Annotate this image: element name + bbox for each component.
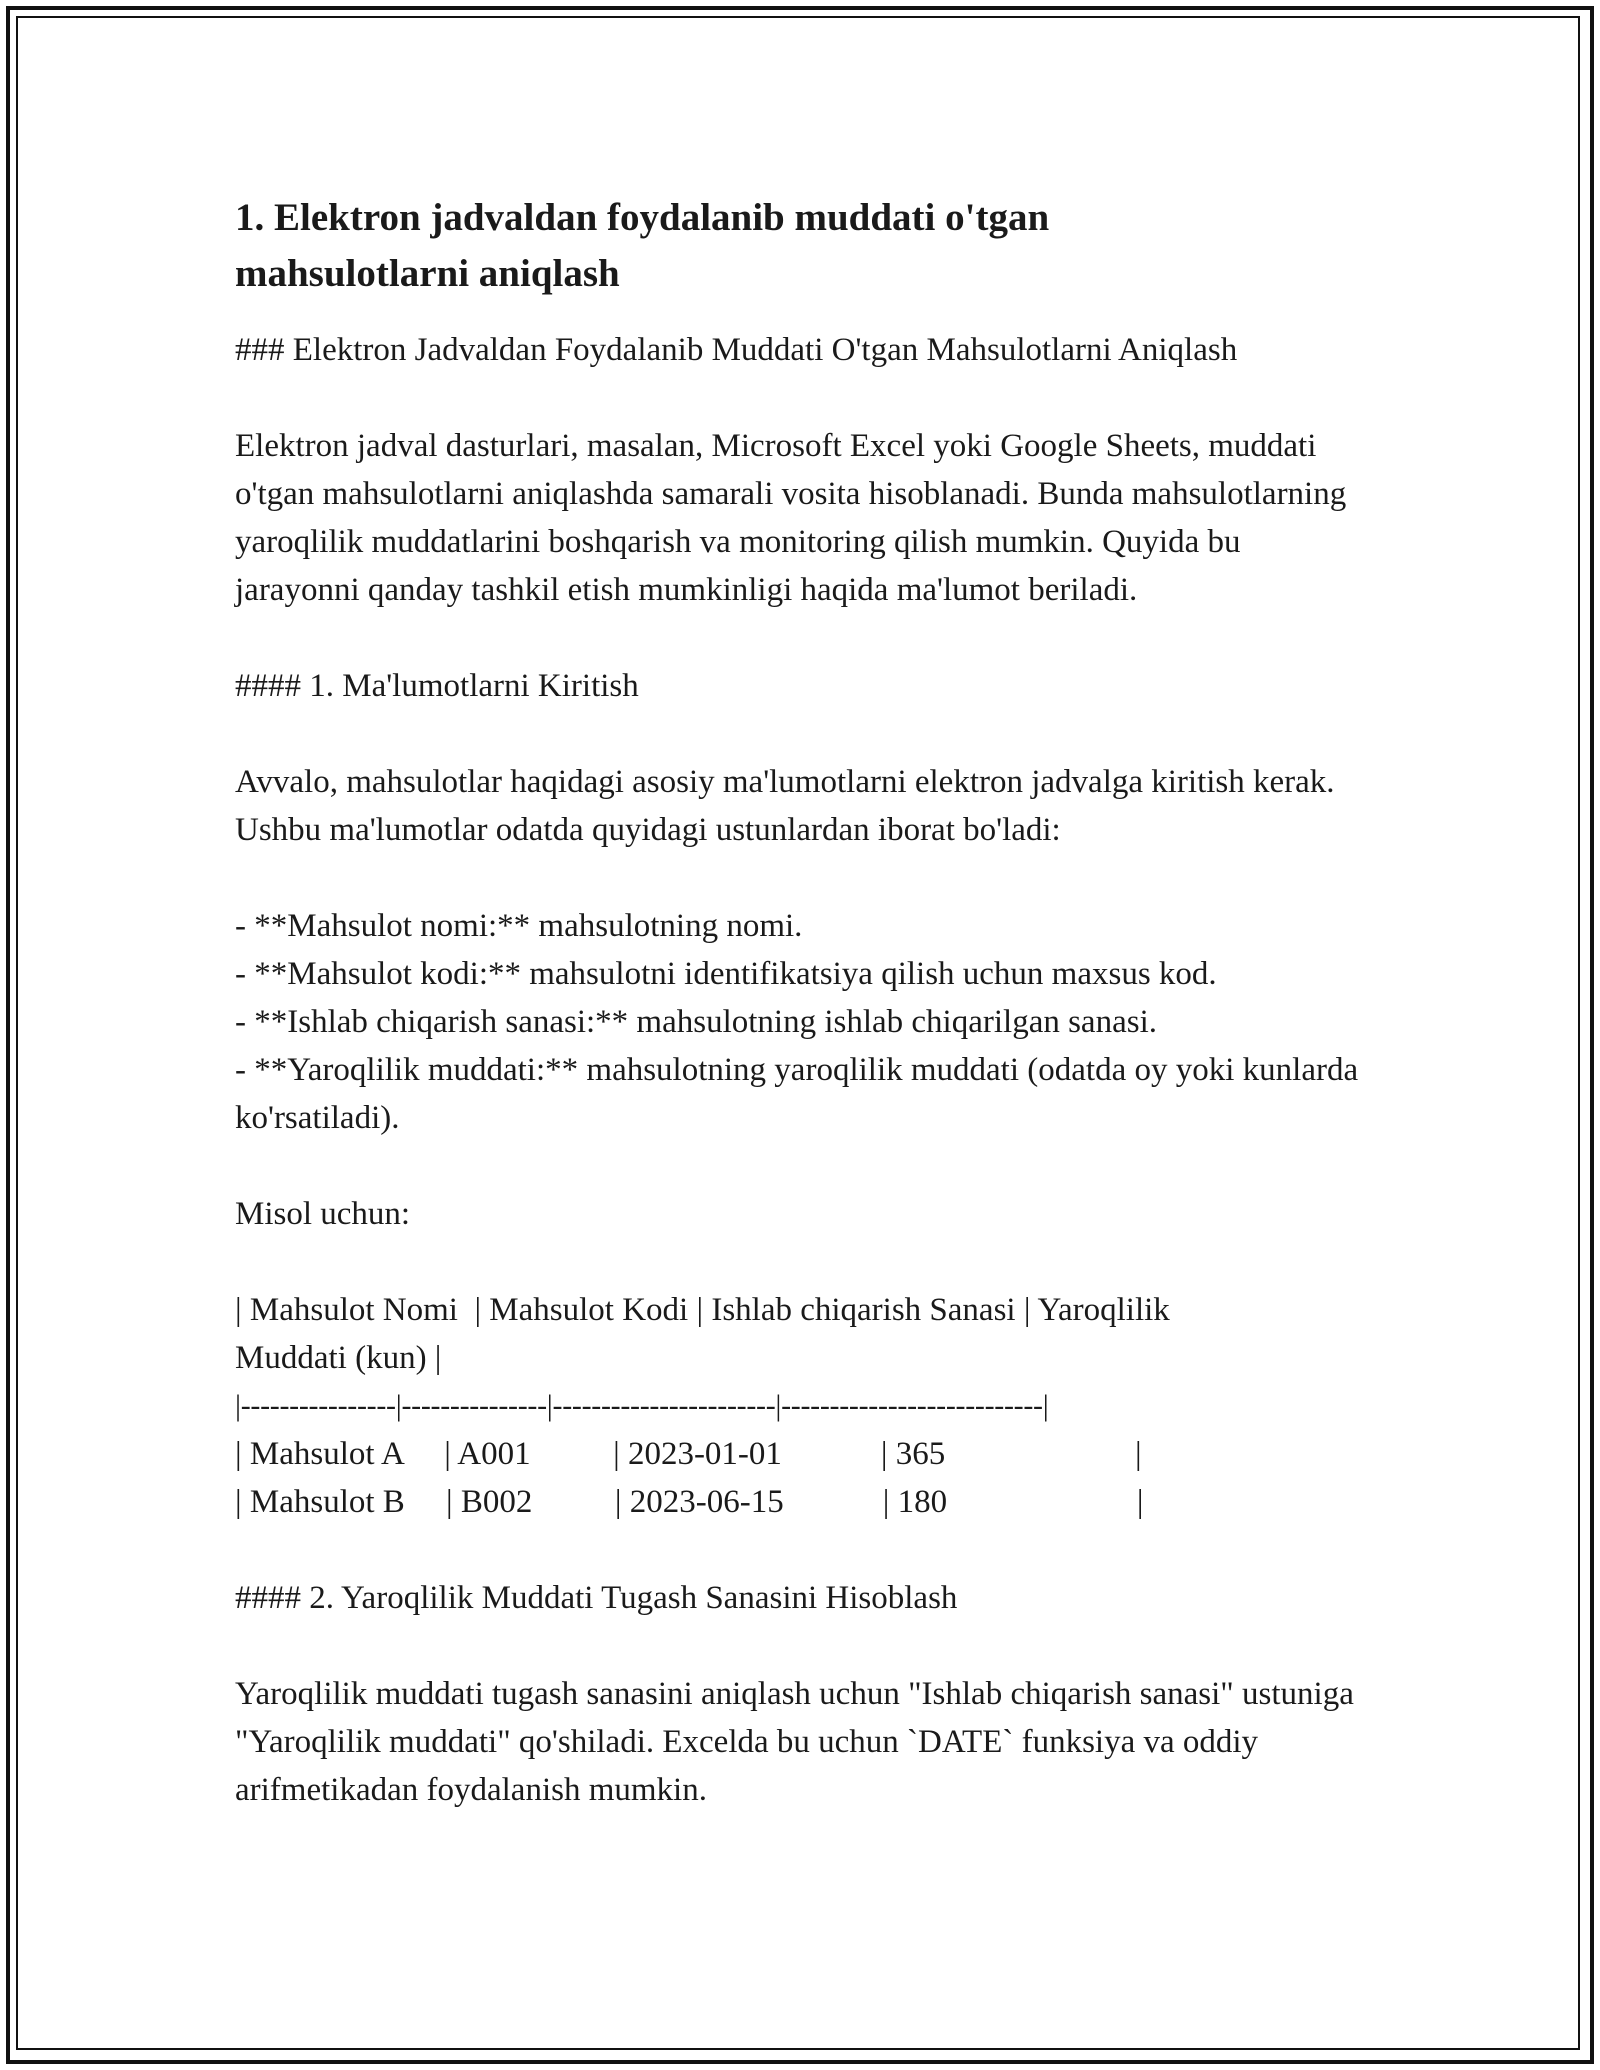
- document-body: [235, 190, 1370, 1814]
- spacer: [235, 710, 1370, 758]
- subheading: ### Elektron Jadvaldan Foydalanib Muddati O'tgan Mahsulotlarni Aniqlash: [235, 332, 1238, 368]
- list-item-production-date: - **Ishlab chiqarish sanasi:** mahsulotning ishlab chiqarilgan sanasi.: [235, 1004, 1157, 1040]
- list-item-product-name: - **Mahsulot nomi:** mahsulotning nomi.: [235, 908, 803, 944]
- section2-heading: #### 2. Yaroqlilik Muddati Tugash Sanasini Hisoblash: [235, 1580, 958, 1616]
- spacer: [235, 614, 1370, 662]
- table-row: | Mahsulot A | A001 | 2023-01-01 | 365 |: [235, 1436, 1142, 1472]
- list-item-product-code: - **Mahsulot kodi:** mahsulotni identifikatsiya qilish uchun maxsus kod.: [235, 956, 1217, 992]
- document-title: 1. Elektron jadvaldan foydalanib muddati o'tgan mahsulotlarni aniqlash: [235, 196, 1050, 295]
- section1-heading: #### 1. Ma'lumotlarni Kiritish: [235, 668, 639, 704]
- example-label: Misol uchun:: [235, 1196, 411, 1232]
- list-item-shelf-life: - **Yaroqlilik muddati:** mahsulotning yaroqlilik muddati (odatda oy yoki kunlarda ko'rsatiladi).: [235, 1052, 1359, 1136]
- table-row: | Mahsulot B | B002 | 2023-06-15 | 180 |: [235, 1484, 1144, 1520]
- spacer: [235, 1622, 1370, 1670]
- section2-paragraph: Yaroqlilik muddati tugash sanasini aniqlash uchun "Ishlab chiqarish sanasi" ustuniga "Yaroqlilik muddati" qo'shiladi. Excelda bu uchun `DATE` funksiya va oddiy arifmetikadan foydalanish mumkin.: [235, 1676, 1354, 1808]
- spacer: [235, 1238, 1370, 1286]
- section1-paragraph: Avvalo, mahsulotlar haqidagi asosiy ma'lumotlarni elektron jadvalga kiritish kerak. Ushbu ma'lumotlar odatda quyidagi ustunlardan iborat bo'ladi:: [235, 764, 1335, 848]
- spacer: [235, 1526, 1370, 1574]
- spacer: [235, 374, 1370, 422]
- spacer: [235, 1142, 1370, 1190]
- intro-paragraph: Elektron jadval dasturlari, masalan, Microsoft Excel yoki Google Sheets, muddati o'tgan mahsulotlarni aniqlashda samarali vosita hisoblanadi. Bunda mahsulotlarning yaroqlilik muddatlarini boshqarish va monitoring qilish mumkin. Quyida bu jarayonni qanday tashkil etish mumkinligi haqida ma'lumot beriladi.: [235, 428, 1347, 608]
- table-header-line-1: | Mahsulot Nomi | Mahsulot Kodi | Ishlab chiqarish Sanasi | Yaroqlilik: [235, 1292, 1170, 1328]
- spacer: [235, 854, 1370, 902]
- table-separator: |----------------|---------------|-----------------------|---------------------------|: [235, 1389, 1049, 1422]
- table-header-line-2: Muddati (kun) |: [235, 1340, 442, 1376]
